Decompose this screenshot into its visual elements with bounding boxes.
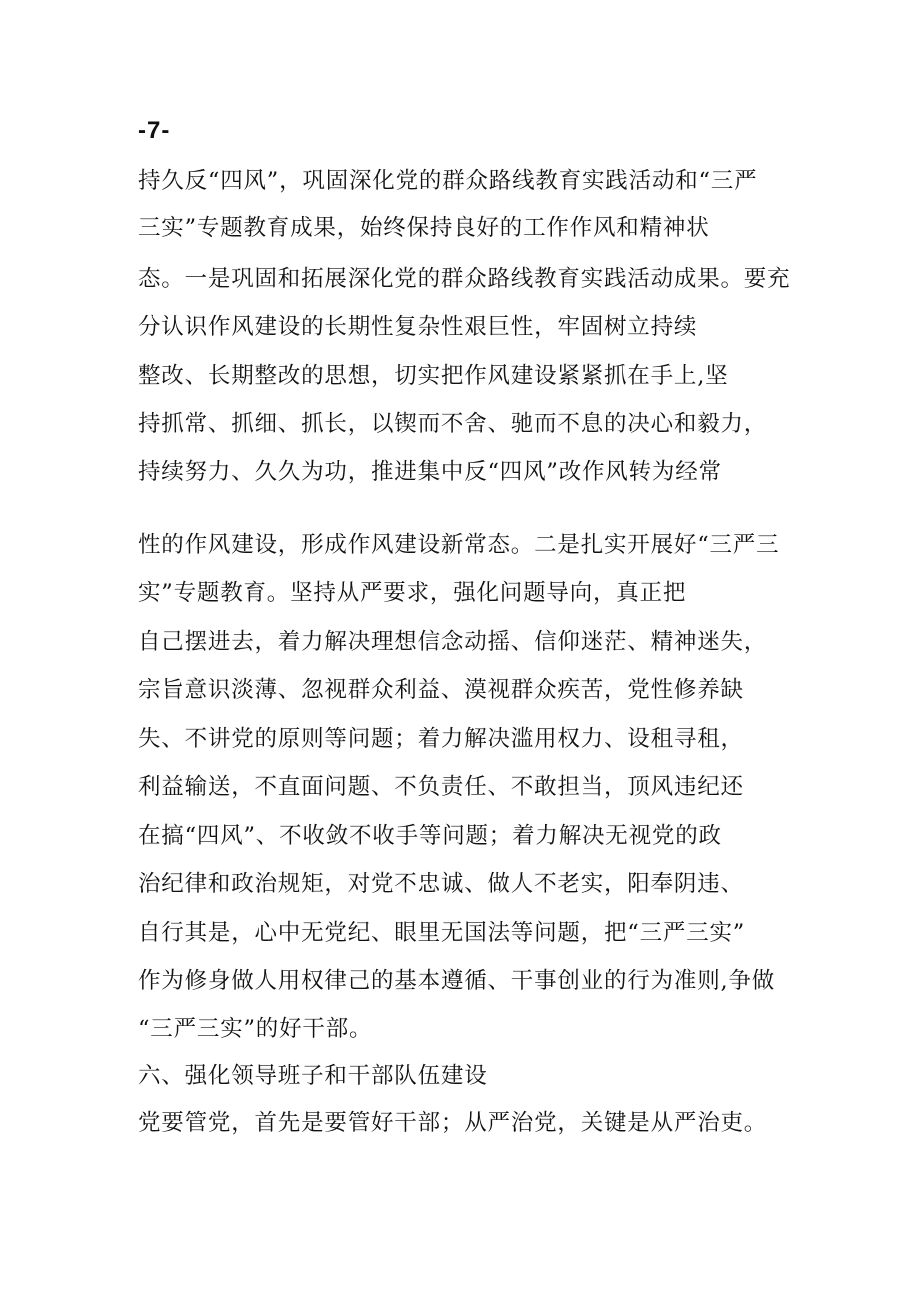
text-line: 分认识作风建设的长期性复杂性艰巨性，牢固树立持续	[138, 314, 698, 340]
text-line: 治纪律和政治规矩，对党不忠诚、做人不老实，阳奉阴违、	[138, 871, 744, 897]
text-line: 利益输送，不直面问题、不负责任、不敢担当，顶风违纪还	[138, 774, 744, 800]
text-line: 整改、长期整改的思想，切实把作风建设紧紧抓在手上,坚	[138, 363, 729, 389]
text-line: 三实”专题教育成果，始终保持良好的工作作风和精神状	[138, 215, 710, 241]
text-line: 持抓常、抓细、抓长，以锲而不舍、驰而不息的决心和毅力，	[138, 411, 768, 437]
text-line: 自己摆进去，着力解决理想信念动摇、信仰迷茫、精神迷失，	[138, 629, 768, 655]
text-line: 在搞“四风”、不收敛不收手等问题；着力解决无视党的政	[138, 823, 722, 849]
text-line: 宗旨意识淡薄、忽视群众利益、漠视群众疾苦，党性修养缺	[138, 677, 744, 703]
text-line: 实”专题教育。坚持从严要求，强化问题导向，真正把	[138, 580, 687, 606]
text-line: 性的作风建设，形成作风建设新常态。二是扎实开展好“三严三	[138, 532, 780, 558]
text-line: 态。一是巩固和拓展深化党的群众路线教育实践活动成果。要充	[138, 266, 791, 292]
section-heading: 六、强化领导班子和干部队伍建设	[138, 1063, 488, 1089]
text-line: 持久反“四风”，巩固深化党的群众路线教育实践活动和“三严	[138, 168, 758, 194]
text-line: 失、不讲党的原则等问题；着力解决滥用权力、设租寻租，	[138, 726, 744, 752]
text-line: 作为修身做人用权律己的基本遵循、干事创业的行为准则,争做	[138, 968, 776, 994]
text-line: 自行其是，心中无党纪、眼里无国法等问题，把“三严三实”	[138, 920, 746, 946]
page-number: -7-	[138, 117, 171, 144]
text-line: 党要管党，首先是要管好干部；从严治党，关键是从严治吏。	[138, 1110, 768, 1136]
text-line: “三严三实”的好干部。	[138, 1016, 373, 1042]
text-line: 持续努力、久久为功，推进集中反“四风”改作风转为经常	[138, 459, 722, 485]
